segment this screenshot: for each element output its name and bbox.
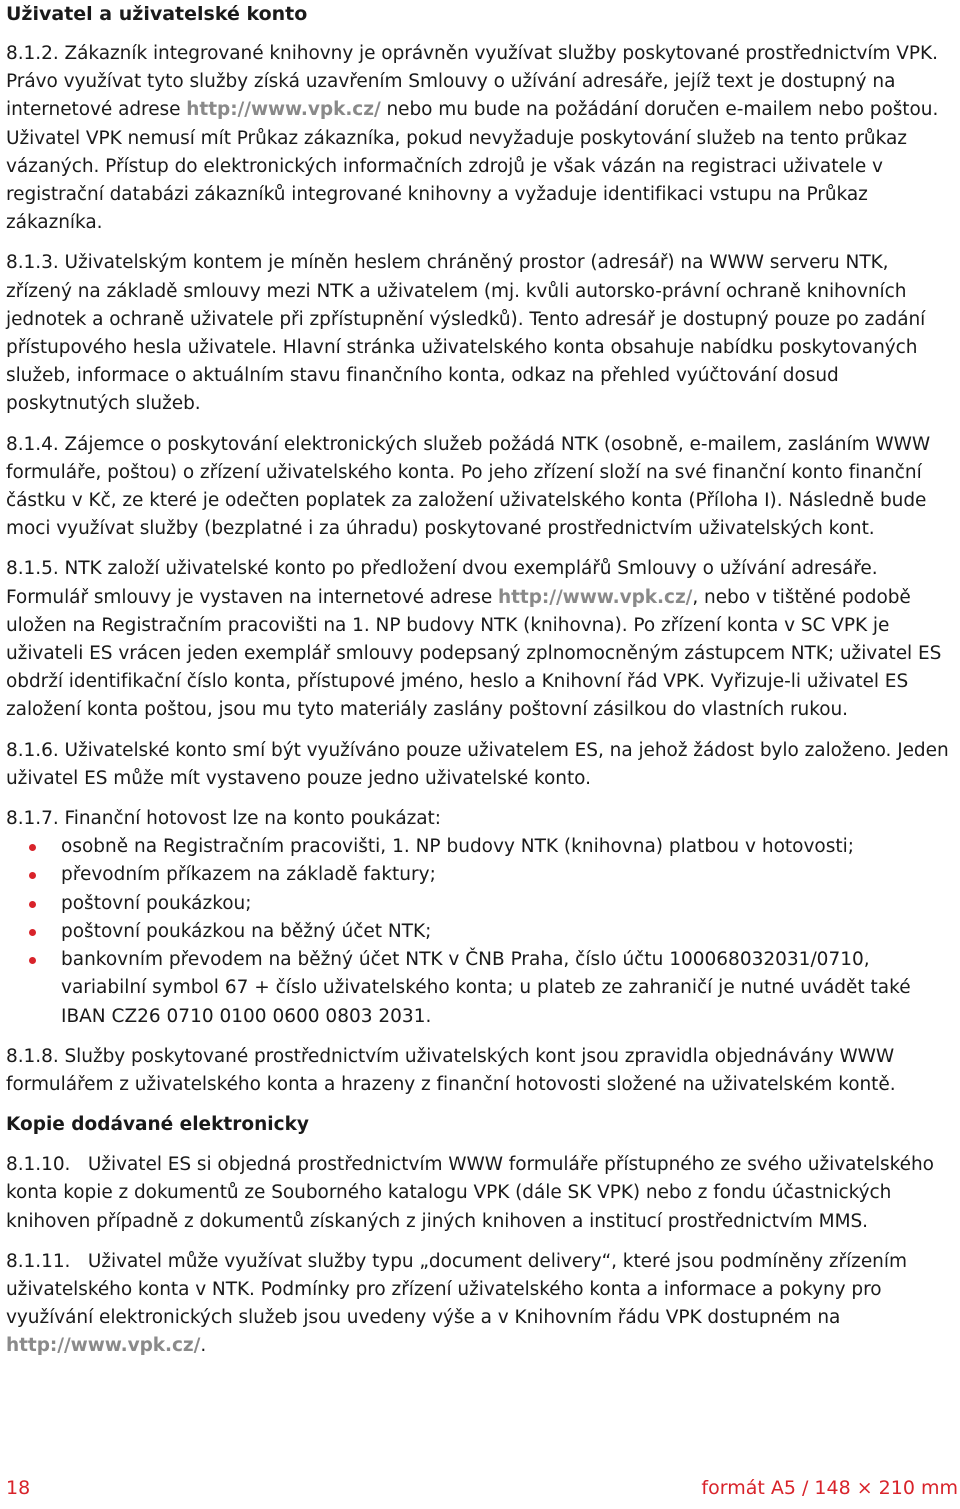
paragraph-8-1-5 — [6, 555, 954, 724]
paragraph-number: 8.1.5. — [6, 558, 59, 580]
vpk-link[interactable]: http://www.vpk.cz/ — [6, 1335, 201, 1357]
page-format: formát A5 / 148 × 210 mm — [701, 1477, 958, 1499]
paragraph-text: Uživatelské konto smí být využíváno pouze uživatelem ES, na jehož žádost bylo založeno. Jeden uživatel ES může mít vystaveno pouze jedno uživatelské konto. — [6, 739, 949, 789]
paragraph-text: Finanční hotovost lze na konto poukázat: — [58, 808, 441, 830]
page-title: Uživatel a uživatelské konto — [6, 3, 308, 25]
vpk-link[interactable]: http://www.vpk.cz/ — [498, 586, 693, 608]
paragraph-number: 8.1.6. — [6, 739, 59, 761]
paragraph-number: 8.1.8. — [6, 1045, 59, 1067]
bullet-icon — [29, 844, 36, 851]
payment-methods-list — [6, 833, 954, 1030]
list-item: poštovní poukázkou; — [6, 890, 954, 918]
paragraph-text: NTK založí uživatelské konto po předložení dvou exemplářů Smlouvy o užívání adresáře. Formulář smlouvy je vystaven na internetové adrese — [6, 558, 878, 608]
paragraph-text: . — [200, 1335, 207, 1357]
paragraph-8-1-6 — [6, 737, 954, 793]
paragraph-text: Uživatel ES si objedná prostřednictvím WWW formuláře přístupného ze svého uživatelského konta kopie z dokumentů ze Souborného katalogu VPK (dále SK VPK) nebo z fondu účastnických knihoven případně z dokumentů získaných z jiných knihoven a institucí prostřednictvím MMS. — [6, 1154, 940, 1232]
page-number: 18 — [6, 1477, 31, 1499]
paragraph-text: Uživatelským kontem je míněn heslem chráněný prostor (adresář) na WWW serveru NTK, zřízený na základě smlouvy mezi NTK a uživatelem (mj. kvůli autorsko-právní ochraně knihovních jednotek a ochraně uživatele při zpřístupnění výsledků). Tento adresář je dostupný pouze po zadání přístupového hesla uživatele. Hlavní stránka uživatelského konta obsahuje nabídku poskytovaných služeb, informace o aktuálním stavu finančního konta, odkaz na přehled vyúčtování dosud poskytnutých služeb. — [6, 252, 926, 415]
paragraph-number: 8.1.10. — [6, 1154, 71, 1176]
paragraph-text: , nebo v tištěné podobě uložen na Registračním pracovišti na 1. NP budovy NTK (knihovna). Po zřízení konta v SC VPK je uživateli ES vrácen jeden exemplář smlouvy podepsaný zplnomocněným zástupcem NTK; uživatel ES obdrží identifikační číslo konta, přístupové jméno, heslo a Knihovní řád VPK. Vyřizuje-li uživatel ES založení konta poštou, jsou mu tyto materiály zaslány poštovní zásilkou do vlastních rukou. — [6, 586, 942, 721]
paragraph-8-1-7 — [6, 805, 954, 833]
paragraph-text: nebo mu bude na požádání doručen e-mailem nebo poštou. Uživatel VPK nemusí mít Průkaz zákazníka, pokud nevyžaduje poskytování služeb na tento průkaz vázaných. Přístup do elektronických informačních zdrojů je však vázán na registraci uživatele v registrační databázi zákazníků integrované knihovny a vyžaduje identifikaci vstupu na Průkaz zákazníka. — [6, 99, 939, 234]
paragraph-8-1-3 — [6, 249, 954, 418]
paragraph-text: Uživatel může využívat služby typu „document delivery“, které jsou podmíněny zřízením uživatelského konta v NTK. Podmínky pro zřízení uživatelského konta a informace a pokyny pro využívání elektronických služeb jsou uvedeny výše a v Knihovním řádu VPK dostupném na — [6, 1250, 913, 1329]
vpk-link[interactable]: http://www.vpk.cz/ — [186, 99, 381, 121]
paragraph-number: 8.1.2. — [6, 43, 59, 64]
list-item: převodním příkazem na základě faktury; — [6, 861, 954, 889]
list-item: poštovní poukázkou na běžný účet NTK; — [6, 918, 954, 946]
paragraph-8-1-4 — [6, 431, 954, 544]
list-item: osobně na Registračním pracovišti, 1. NP budovy NTK (knihovna) platbou v hotovosti; — [6, 833, 954, 861]
bullet-icon — [29, 901, 36, 908]
bullet-icon — [29, 957, 36, 964]
paragraph-text: Služby poskytované prostřednictvím uživatelských kont jsou zpravidla objednávány WWW formulářem z uživatelského konta a hrazeny z finanční hotovosti složené na uživatelském kontě. — [6, 1045, 896, 1095]
paragraph-number: 8.1.3. — [6, 252, 59, 274]
paragraph-8-1-2 — [6, 40, 954, 237]
bullet-icon — [29, 929, 36, 936]
paragraph-8-1-10 — [6, 1151, 954, 1236]
document-page — [6, 0, 954, 1373]
bullet-icon — [29, 872, 36, 879]
list-item: bankovním převodem na běžný účet NTK v ČNB Praha, číslo účtu 100068032031/0710, variabilní symbol 67 + číslo uživatelského konta; u plateb ze zahraničí je nutné uvádět také IBAN CZ26 0710 0100 0600 0803 2031. — [6, 946, 954, 1031]
paragraph-text: Zájemce o poskytování elektronických služeb požádá NTK (osobně, e-mailem, zasláním WWW formuláře, poštou) o zřízení uživatelského konta. Po jeho zřízení složí na své finanční konto finanční částku v Kč, ze které je odečten poplatek za založení uživatelského konta (Příloha I). Následně bude moci využívat služby (bezplatné i za úhradu) poskytované prostřednictvím uživatelských kont. — [6, 433, 931, 540]
paragraph-number: 8.1.4. — [6, 433, 59, 455]
paragraph-8-1-11 — [6, 1248, 954, 1361]
paragraph-number: 8.1.7. — [6, 808, 59, 830]
paragraph-8-1-8 — [6, 1043, 954, 1099]
paragraph-number: 8.1.11. — [6, 1250, 71, 1272]
section-heading: Kopie dodávané elektronicky — [6, 1114, 309, 1136]
paragraph-text: Zákazník integrované knihovny je oprávněn využívat služby poskytované prostřednictvím VPK. Právo využívat tyto služby získá uzavřením Smlouvy o užívání adresáře, jejíž text je dostupný na internetové adrese — [6, 43, 938, 121]
